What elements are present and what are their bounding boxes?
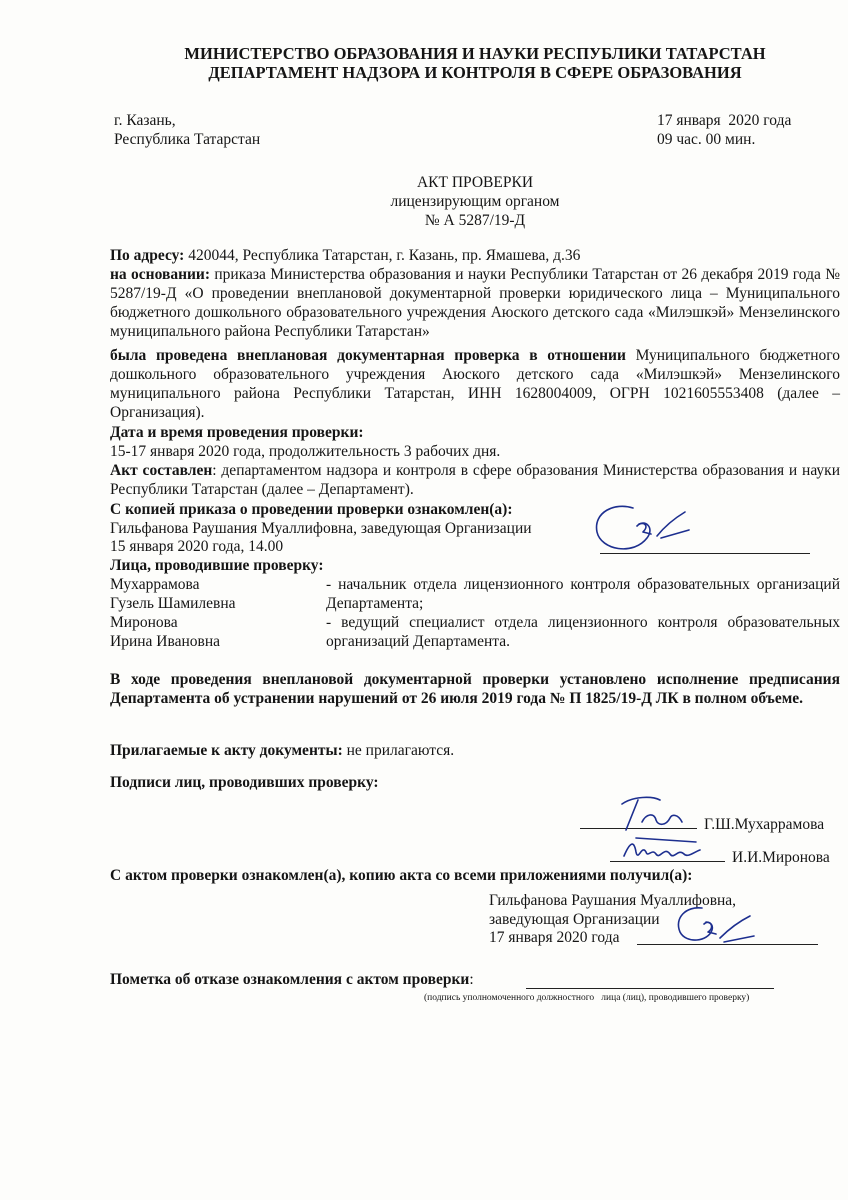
attached-label: Прилагаемые к акту документы:: [110, 742, 343, 759]
refusal-colon: :: [469, 971, 474, 988]
dates-value: 15-17 января 2020 года, продолжительность 3 рабочих дня.: [110, 443, 501, 460]
department-name: ДЕПАРТАМЕНТ НАДЗОРА И КОНТРОЛЯ В СФЕРЕ ОБРАЗОВАНИЯ: [208, 63, 742, 82]
address-paragraph: [110, 246, 840, 265]
inspector-role: - ведущий специалист отдела лицензионного контроля образовательных организаций Департамента.: [326, 614, 840, 650]
signature-name-2: И.И.Миронова: [732, 849, 830, 866]
dates-label: Дата и время проведения проверки:: [110, 424, 364, 441]
finding-paragraph: В ходе проведения внеплановой документарной проверки установлено исполнение предписания Департамента об устранении нарушений от 26 июля 2019 года № П 1825/19-Д ЛК в полном объеме.: [110, 671, 840, 707]
composed-paragraph: [110, 461, 840, 499]
acknowledged-position: заведующая Организации: [489, 911, 660, 928]
address-value: 420044, Республика Татарстан, г. Казань, пр. Ямашева, д.36: [184, 247, 581, 264]
composed-label: Акт составлен: [110, 462, 213, 479]
order-copy-date: 15 января 2020 года, 14.00: [110, 538, 284, 555]
inspector-row: [110, 575, 840, 613]
inspector-given-names: Гузель Шамилевна: [110, 595, 236, 612]
inspector-row: [110, 613, 840, 651]
attached-paragraph: [110, 741, 454, 760]
composed-value: : департаментом надзора и контроля в сфере образования Министерства образования и науки Республики Татарстан (далее – Департамент).: [110, 462, 840, 498]
inspectors-label: Лица, проводившие проверку:: [110, 557, 324, 574]
act-number: № А 5287/19-Д: [424, 212, 526, 229]
acknowledged-person: Гильфанова Раушания Муаллифовна,: [489, 892, 737, 909]
refusal-signature-line: [526, 988, 774, 989]
inspection-label: была проведена внеплановая документарная проверка в отношении: [110, 347, 626, 364]
basis-value: приказа Министерства образования и науки Республики Татарстан от 26 декабря 2019 года № 5287/19-Д «О проведении внеплановой документарной проверки юридического лица – Муниципального бюджетного дошкольного образовательного учреждения Аюского детского сада «Милэшкэй» Мензелинского муниципального района Республики Татарстан»: [110, 266, 840, 340]
place-region: Республика Татарстан: [114, 131, 261, 148]
inspector-given-names: Ирина Ивановна: [110, 633, 221, 650]
refusal-caption: (подпись уполномоченного должностного лица (лиц), проводившего проверку): [424, 993, 750, 1003]
act-time: 09 час. 00 мин.: [657, 131, 756, 148]
inspector-surname: Мухаррамова: [110, 576, 200, 593]
acknowledged-signature: [668, 900, 758, 950]
inspector-surname: Миронова: [110, 614, 178, 631]
basis-paragraph: [110, 265, 840, 341]
act-title: АКТ ПРОВЕРКИ: [416, 174, 534, 191]
place-city: г. Казань,: [114, 112, 176, 129]
inspector-role: - начальник отдела лицензионного контроля образовательных организаций Департамента;: [326, 576, 840, 612]
order-copy-label: С копией приказа о проведении проверки ознакомлен(а):: [110, 501, 513, 518]
order-copy-signature: [585, 498, 695, 560]
act-subtitle: лицензирующим органом: [390, 193, 560, 210]
signature-mironova: [616, 832, 706, 870]
acknowledged-date: 17 января 2020 года: [489, 929, 620, 946]
acknowledged-label: С актом проверки ознакомлен(а), копию акта со всеми приложениями получил(а):: [110, 867, 693, 884]
order-copy-person: Гильфанова Раушания Муаллифовна, заведующая Организации: [110, 520, 532, 537]
basis-label: на основании:: [110, 266, 211, 283]
signature-name-1: Г.Ш.Мухаррамова: [704, 816, 825, 833]
inspection-value: Муниципального бюджетного дошкольного образовательного учреждения Аюского детского сада «Милэшкэй» Мензелинского муниципального района Республики Татарстан, ИНН 1628004009, ОГРН 1021605553408 (далее – Организация).: [110, 347, 840, 421]
signature-mukharramova: [612, 792, 692, 836]
attached-value: не прилагаются.: [342, 742, 455, 759]
address-label: По адресу:: [110, 247, 185, 264]
refusal-label: Пометка об отказе ознакомления с актом проверки: [110, 971, 470, 988]
signatures-label: Подписи лиц, проводивших проверку:: [110, 774, 379, 791]
ministry-name: МИНИСТЕРСТВО ОБРАЗОВАНИЯ И НАУКИ РЕСПУБЛИКИ ТАТАРСТАН: [184, 44, 766, 63]
act-date: 17 января 2020 года: [657, 112, 792, 129]
inspection-paragraph: [110, 346, 840, 422]
refusal-paragraph: [110, 970, 474, 989]
